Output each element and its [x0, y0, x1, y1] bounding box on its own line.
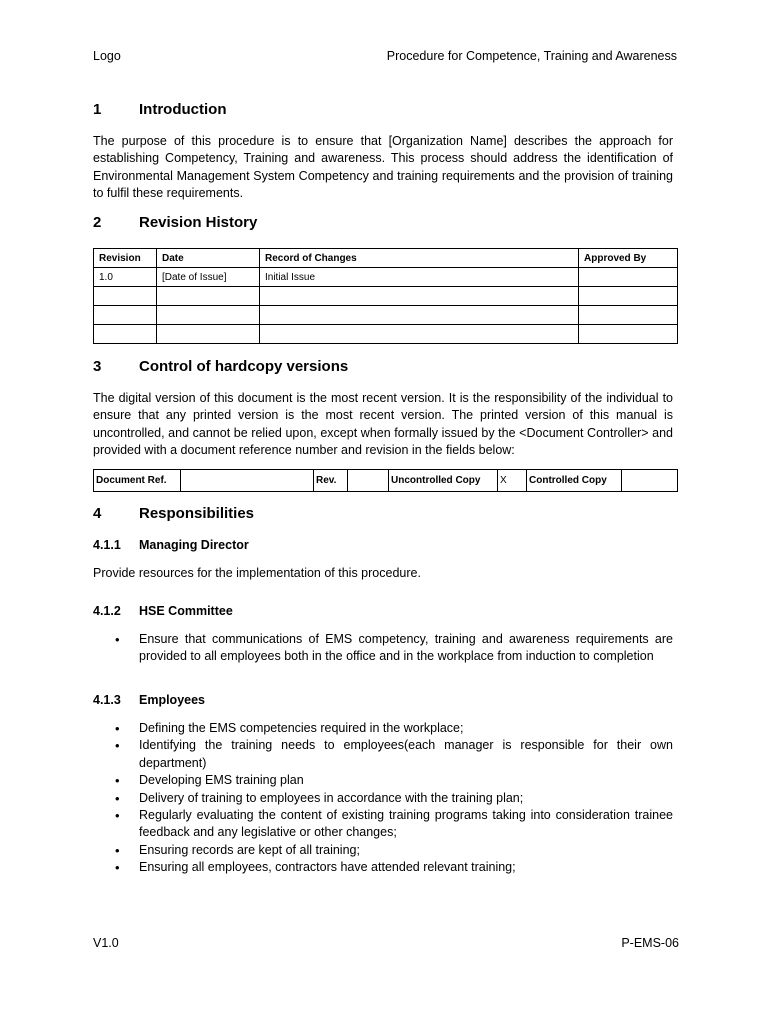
section-1-number: 1	[93, 101, 102, 118]
subsection-4-1-1-heading	[93, 538, 249, 552]
list-item: • Regularly evaluating the content of existing training programs taking into consideration trainee feedback and any legislative or other changes;	[93, 807, 673, 842]
subsection-4-1-3-title: Employees	[139, 693, 206, 707]
rev-label: Rev.	[314, 470, 348, 492]
table-row	[94, 470, 678, 492]
doc-ref-label: Document Ref.	[94, 470, 181, 492]
document-control-table	[93, 469, 678, 492]
subsection-4-1-1-number: 4.1.1	[93, 538, 121, 552]
section-2-title: Revision History	[139, 214, 258, 231]
list-item: • Delivery of training to employees in accordance with the training plan;	[93, 790, 673, 807]
col-header-date: Date	[157, 249, 260, 268]
col-header-record-of-changes: Record of Changes	[260, 249, 579, 268]
table-cell	[579, 287, 678, 306]
rev-value	[348, 470, 389, 492]
section-4-title: Responsibilities	[139, 505, 255, 522]
subsection-4-1-3-number: 4.1.3	[93, 693, 121, 707]
section-2-number: 2	[93, 214, 102, 231]
section-3-title: Control of hardcopy versions	[139, 358, 349, 375]
subsection-4-1-1-text: Provide resources for the implementation of this procedure.	[93, 566, 421, 580]
section-1-heading	[93, 101, 226, 118]
revision-table-header-row	[94, 249, 678, 268]
list-item: • Identifying the training needs to employees(each manager is responsible for their own department)	[93, 737, 673, 772]
list-item: • Ensuring all employees, contractors have attended relevant training;	[93, 859, 673, 876]
section-4-heading	[93, 505, 254, 522]
section-4-number: 4	[93, 505, 102, 522]
footer-doc-code: P-EMS-06	[621, 936, 679, 950]
section-3-number: 3	[93, 358, 102, 375]
subsection-4-1-3-heading	[93, 693, 205, 707]
section-3-heading	[93, 358, 348, 375]
subsection-4-1-2-list	[93, 631, 673, 666]
footer-version: V1.0	[93, 936, 119, 950]
col-header-approved-by: Approved By	[579, 249, 678, 268]
header-title: Procedure for Competence, Training and Awareness	[386, 49, 677, 63]
table-cell	[157, 325, 260, 344]
table-cell	[94, 325, 157, 344]
table-cell	[260, 287, 579, 306]
controlled-copy-value	[622, 470, 678, 492]
section-3-text: The digital version of this document is the most recent version. It is the responsibility of the individual to ensure that any printed version is the most recent version. The printed version of this manual is uncontrolled, and cannot be relied upon, except when formally issued by the <Document Controller> and provided with a document reference number and revision in the fields below:	[93, 391, 673, 458]
subsection-4-1-2-number: 4.1.2	[93, 604, 121, 618]
table-row	[94, 306, 678, 325]
col-header-revision: Revision	[94, 249, 157, 268]
controlled-copy-label: Controlled Copy	[527, 470, 622, 492]
table-cell	[157, 306, 260, 325]
section-2-heading	[93, 214, 257, 231]
table-cell	[94, 287, 157, 306]
subsection-4-1-3-list	[93, 720, 673, 877]
uncontrolled-copy-label: Uncontrolled Copy	[389, 470, 498, 492]
table-cell	[260, 325, 579, 344]
table-cell	[579, 306, 678, 325]
revision-history-table	[93, 248, 678, 344]
table-cell	[579, 268, 678, 287]
subsection-4-1-1-title: Managing Director	[139, 538, 249, 552]
table-cell: Initial Issue	[260, 268, 579, 287]
list-item: • Ensuring records are kept of all training;	[93, 842, 673, 859]
section-1-text: The purpose of this procedure is to ensure that [Organization Name] describes the approach for establishing Competency, Training and awareness. This process should address the identification of Environmental Management System Competency and training requirements and the provision of training to fulfil these requirements.	[93, 134, 673, 201]
table-cell: 1.0	[94, 268, 157, 287]
section-1-title: Introduction	[139, 101, 227, 118]
header-logo: Logo	[93, 49, 121, 63]
uncontrolled-copy-value: X	[498, 470, 527, 492]
table-row	[94, 325, 678, 344]
subsection-4-1-2-heading	[93, 604, 233, 618]
table-cell	[260, 306, 579, 325]
list-item: • Ensure that communications of EMS competency, training and awareness requirements are provided to all employees both in the office and in the workplace from induction to completion	[93, 631, 673, 666]
table-cell	[94, 306, 157, 325]
table-cell: [Date of Issue]	[157, 268, 260, 287]
list-item: • Developing EMS training plan	[93, 772, 673, 789]
table-row	[94, 287, 678, 306]
list-item: • Defining the EMS competencies required in the workplace;	[93, 720, 673, 737]
subsection-4-1-2-title: HSE Committee	[139, 604, 233, 618]
doc-ref-value	[181, 470, 314, 492]
table-cell	[579, 325, 678, 344]
table-row	[94, 268, 678, 287]
table-cell	[157, 287, 260, 306]
